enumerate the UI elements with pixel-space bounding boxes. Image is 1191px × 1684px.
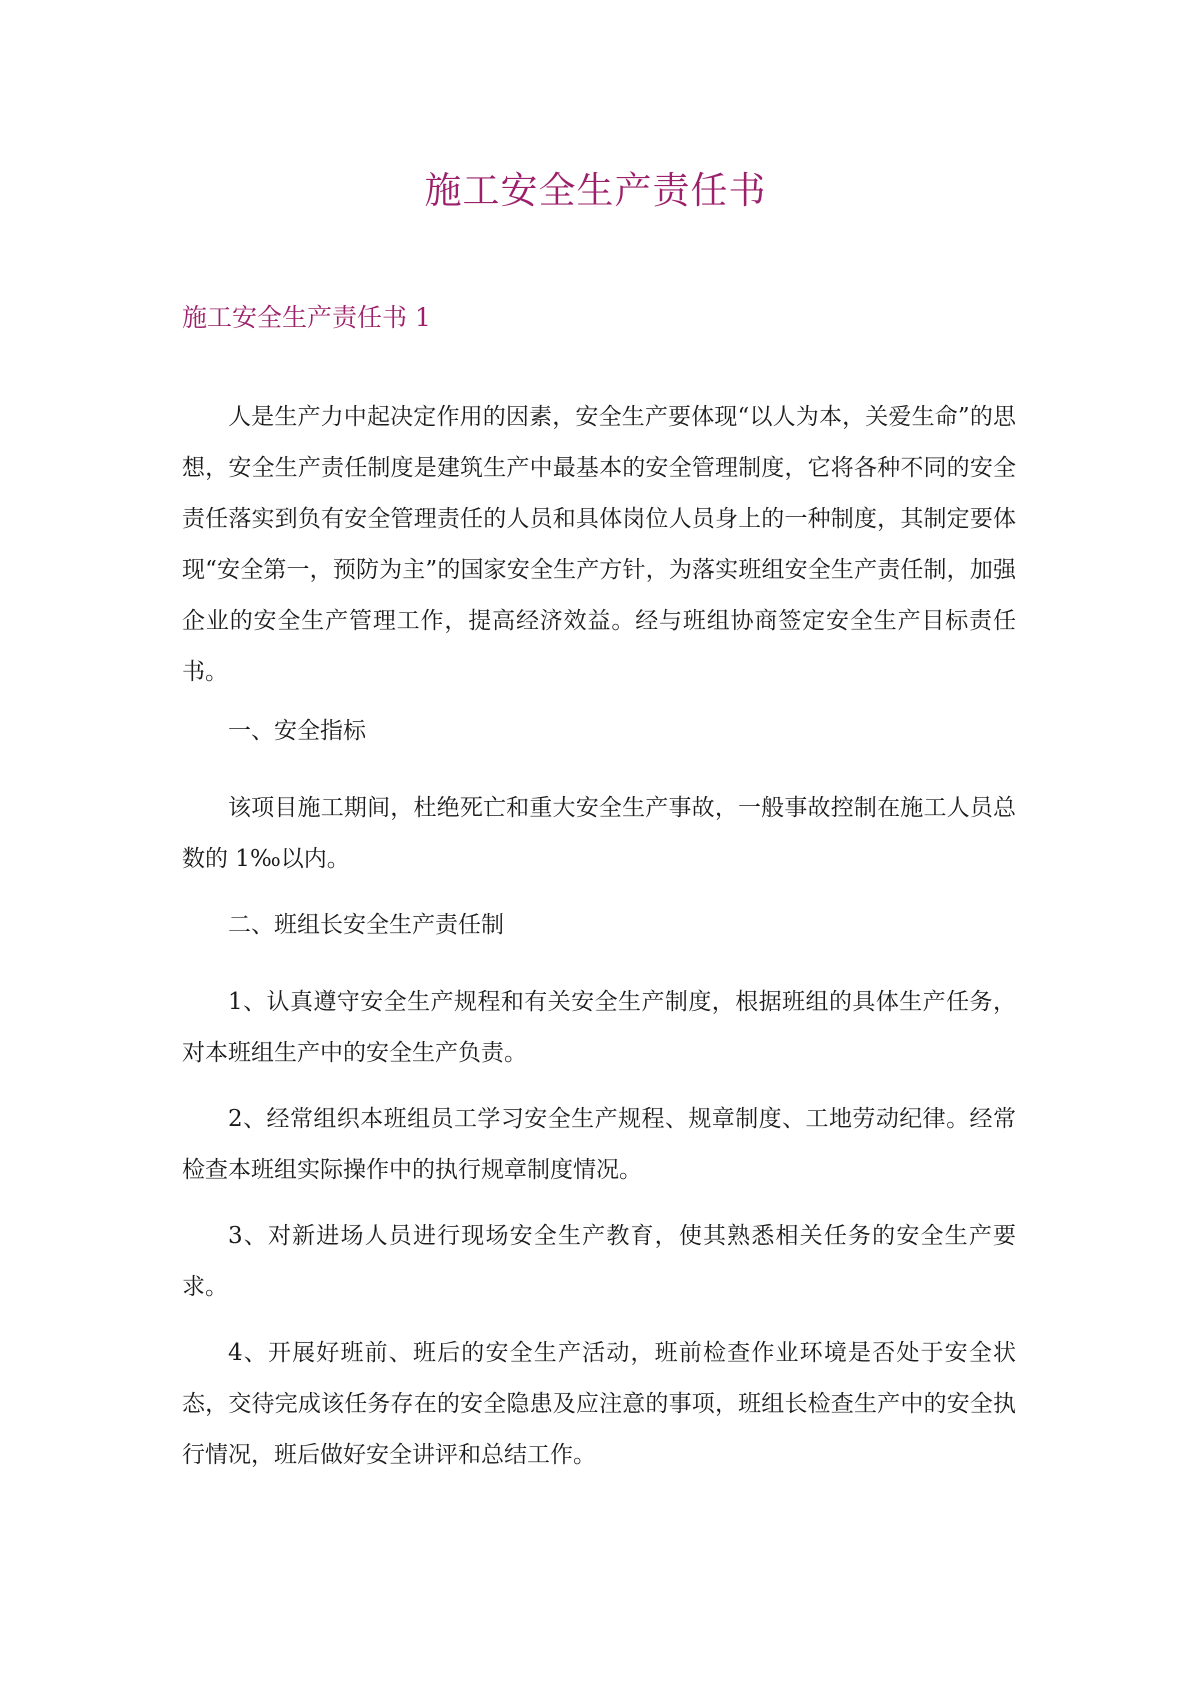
safety-indicator-paragraph: 该项目施工期间，杜绝死亡和重大安全生产事故，一般事故控制在施工人员总数的 1‰以内。 (182, 795, 1016, 872)
responsibility-item-2: 2、经常组织本班组员工学习安全生产规程、规章制度、工地劳动纪律。经常检查本班组实际操作中的执行规章制度情况。 (182, 1106, 1016, 1183)
heading-safety-indicators: 一、安全指标 (228, 718, 366, 744)
responsibility-item-1: 1、认真遵守安全生产规程和有关安全生产制度，根据班组的具体生产任务，对本班组生产中的安全生产负责。 (182, 989, 1016, 1066)
section-heading: 施工安全生产责任书 1 (182, 303, 431, 332)
document-title: 施工安全生产责任书 (424, 169, 767, 212)
responsibility-item-4: 4、开展好班前、班后的安全生产活动，班前检查作业环境是否处于安全状态，交待完成该任务存在的安全隐患及应注意的事项，班组长检查生产中的安全执行情况，班后做好安全讲评和总结工作。 (182, 1340, 1016, 1468)
intro-paragraph: 人是生产力中起决定作用的因素，安全生产要体现“以人为本，关爱生命”的思想，安全生产责任制度是建筑生产中最基本的安全管理制度，它将各种不同的安全责任落实到负有安全管理责任的人员和具体岗位人员身上的一种制度，其制定要体现“安全第一，预防为主”的国家安全生产方针，为落实班组安全生产责任制，加强企业的安全生产管理工作，提高经济效益。经与班组协商签定安全生产目标责任书。 (182, 404, 1016, 685)
heading-team-leader-responsibility: 二、班组长安全生产责任制 (228, 912, 504, 938)
responsibility-item-3: 3、对新进场人员进行现场安全生产教育，使其熟悉相关任务的安全生产要求。 (182, 1223, 1016, 1300)
